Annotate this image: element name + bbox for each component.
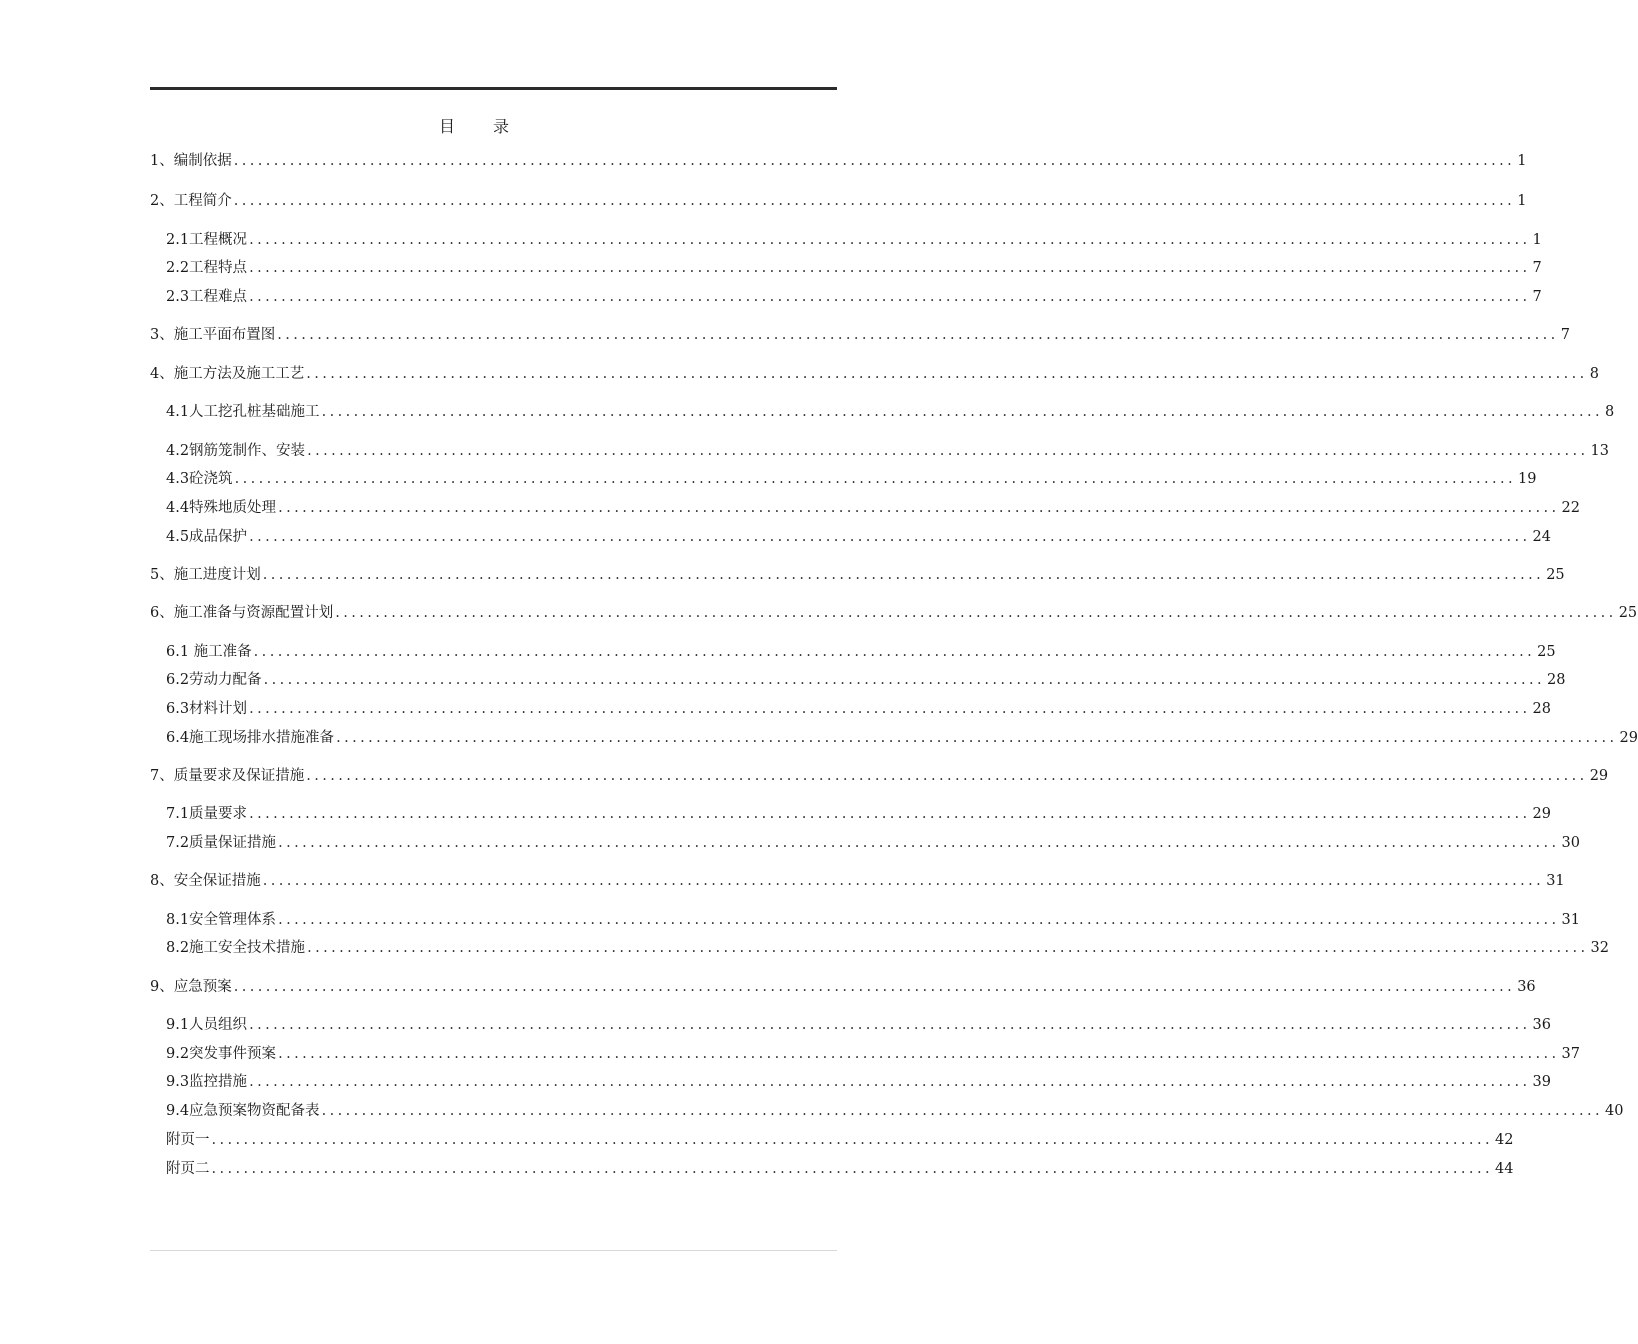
toc-entry[interactable] [166, 937, 1609, 959]
toc-entry-page-number: 7 [1532, 260, 1542, 276]
toc-dot-leader: ................................................................................................................................................................ [336, 730, 1618, 746]
toc-entry[interactable] [166, 1129, 1514, 1151]
toc-entry[interactable] [166, 832, 1580, 854]
toc-entry-page-number: 1 [1517, 153, 1527, 169]
toc-entry[interactable] [166, 229, 1542, 251]
toc-dot-leader: ................................................................................................................................................................ [253, 644, 1536, 660]
toc-entry[interactable] [166, 440, 1609, 462]
toc-entry-page-number: 39 [1532, 1074, 1551, 1090]
toc-entry[interactable] [166, 803, 1551, 825]
header-rule [150, 87, 837, 90]
toc-entry-label: 6.1 施工准备 [166, 644, 252, 660]
toc-dot-leader: ................................................................................................................................................................ [249, 529, 1531, 545]
toc-entry-page-number: 36 [1532, 1017, 1551, 1033]
toc-entry-label: 附页一 [166, 1132, 210, 1148]
toc-entry[interactable] [166, 497, 1580, 519]
toc-entry-label: 7.1质量要求 [166, 806, 248, 822]
toc-entry-page-number: 22 [1561, 500, 1580, 516]
toc-entry-label: 8.1安全管理体系 [166, 912, 277, 928]
toc-entry-page-number: 28 [1547, 672, 1566, 688]
toc-entry-page-number: 25 [1618, 605, 1638, 621]
toc-entry-label: 9.2突发事件预案 [166, 1046, 277, 1062]
toc-dot-leader: ................................................................................................................................................................ [321, 1103, 1604, 1119]
toc-entry-label: 1、编制依据 [150, 153, 232, 169]
toc-entry-label: 6、施工准备与资源配置计划 [150, 605, 334, 621]
toc-entry-label: 4.1人工挖孔桩基础施工 [166, 404, 320, 420]
toc-entry[interactable] [150, 363, 1599, 385]
toc-dot-leader: ................................................................................................................................................................ [233, 153, 1516, 169]
toc-entry-page-number: 30 [1561, 835, 1580, 851]
toc-entry[interactable] [150, 324, 1570, 346]
toc-entry[interactable] [166, 1071, 1551, 1093]
toc-entry[interactable] [166, 286, 1542, 308]
toc-entry-page-number: 25 [1537, 644, 1556, 660]
footer-rule [150, 1250, 837, 1251]
toc-dot-leader: ................................................................................................................................................................ [307, 443, 1589, 459]
toc-dot-leader: ................................................................................................................................................................ [278, 912, 1560, 928]
toc-entry-label: 9.1人员组织 [166, 1017, 248, 1033]
toc-dot-leader: ................................................................................................................................................................ [278, 1046, 1560, 1062]
toc-entry-page-number: 1 [1532, 232, 1542, 248]
toc-dot-leader: ................................................................................................................................................................ [321, 404, 1604, 420]
toc-dot-leader: ................................................................................................................................................................ [278, 835, 1560, 851]
toc-entry-page-number: 25 [1546, 567, 1565, 583]
toc-entry[interactable] [166, 401, 1615, 423]
toc-dot-leader: ................................................................................................................................................................ [249, 1017, 1531, 1033]
toc-entry-page-number: 31 [1546, 873, 1565, 889]
toc-entry-label: 5、施工进度计划 [150, 567, 261, 583]
toc-dot-leader: ................................................................................................................................................................ [278, 500, 1560, 516]
toc-entry-label: 4.3砼浇筑 [166, 471, 233, 487]
toc-entry[interactable] [150, 976, 1536, 998]
toc-entry-label: 9、应急预案 [150, 979, 232, 995]
toc-entry[interactable] [150, 765, 1609, 787]
toc-entry-label: 8.2施工安全技术措施 [166, 940, 306, 956]
toc-entry-label: 8、安全保证措施 [150, 873, 261, 889]
toc-entry-label: 7、质量要求及保证措施 [150, 768, 305, 784]
toc-entry[interactable] [166, 1158, 1514, 1180]
toc-entry-page-number: 37 [1561, 1046, 1580, 1062]
toc-entry-page-number: 36 [1517, 979, 1536, 995]
toc-entry[interactable] [166, 669, 1566, 691]
toc-dot-leader: ................................................................................................................................................................ [233, 979, 1516, 995]
toc-entry[interactable] [166, 1043, 1580, 1065]
toc-dot-leader: ................................................................................................................................................................ [249, 806, 1531, 822]
toc-entry-page-number: 40 [1605, 1103, 1624, 1119]
toc-entry-label: 附页二 [166, 1161, 210, 1177]
toc-entry[interactable] [150, 190, 1527, 212]
toc-entry-label: 6.3材料计划 [166, 701, 248, 717]
toc-entry-label: 2、工程简介 [150, 193, 232, 209]
toc-dot-leader: ................................................................................................................................................................ [249, 1074, 1531, 1090]
toc-dot-leader: ................................................................................................................................................................ [233, 193, 1516, 209]
toc-entry-label: 4.2钢筋笼制作、安装 [166, 443, 306, 459]
toc-entry-page-number: 29 [1619, 730, 1638, 746]
toc-entry[interactable] [150, 602, 1638, 624]
toc-entry-page-number: 8 [1589, 366, 1599, 382]
toc-entry[interactable] [166, 909, 1580, 931]
toc-entry-page-number: 31 [1561, 912, 1580, 928]
toc-dot-leader: ................................................................................................................................................................ [277, 327, 1559, 343]
toc-entry-label: 4.5成品保护 [166, 529, 248, 545]
toc-entry[interactable] [166, 641, 1556, 663]
toc-title-text: 目 录 [438, 117, 511, 136]
toc-entry-label: 6.2劳动力配备 [166, 672, 262, 688]
toc-dot-leader: ................................................................................................................................................................ [262, 567, 1545, 583]
toc-dot-leader: ................................................................................................................................................................ [211, 1161, 1493, 1177]
toc-entry-page-number: 13 [1590, 443, 1609, 459]
toc-entry-label: 4.4特殊地质处理 [166, 500, 277, 516]
toc-entry[interactable] [150, 150, 1527, 172]
toc-entry[interactable] [166, 1014, 1551, 1036]
toc-entry[interactable] [166, 257, 1542, 279]
toc-dot-leader: ................................................................................................................................................................ [335, 605, 1617, 621]
toc-entry-page-number: 1 [1517, 193, 1527, 209]
toc-entry-page-number: 24 [1532, 529, 1551, 545]
toc-dot-leader: ................................................................................................................................................................ [249, 232, 1531, 248]
toc-entry-label: 3、施工平面布置图 [150, 327, 276, 343]
toc-dot-leader: ................................................................................................................................................................ [262, 873, 1545, 889]
toc-entry-label: 6.4施工现场排水措施准备 [166, 730, 335, 746]
toc-entry-page-number: 44 [1494, 1161, 1514, 1177]
toc-dot-leader: ................................................................................................................................................................ [249, 260, 1531, 276]
toc-dot-leader: ................................................................................................................................................................ [249, 701, 1531, 717]
toc-entry-page-number: 29 [1532, 806, 1551, 822]
toc-entry-page-number: 8 [1605, 404, 1615, 420]
toc-entry[interactable] [166, 468, 1537, 490]
toc-entry-label: 9.4应急预案物资配备表 [166, 1103, 320, 1119]
toc-dot-leader: ................................................................................................................................................................ [307, 940, 1589, 956]
toc-dot-leader: ................................................................................................................................................................ [263, 672, 1546, 688]
toc-dot-leader: ................................................................................................................................................................ [211, 1132, 1493, 1148]
toc-entry[interactable] [150, 870, 1565, 892]
toc-entry-page-number: 32 [1590, 940, 1609, 956]
toc-entry[interactable] [166, 698, 1551, 720]
toc-dot-leader: ................................................................................................................................................................ [234, 471, 1517, 487]
toc-entry-label: 7.2质量保证措施 [166, 835, 277, 851]
toc-entry-page-number: 29 [1589, 768, 1609, 784]
toc-entry-page-number: 42 [1494, 1132, 1514, 1148]
toc-entry-label: 2.1工程概况 [166, 232, 248, 248]
toc-entry[interactable] [150, 564, 1565, 586]
toc-entry-label: 9.3监控措施 [166, 1074, 248, 1090]
toc-entry-label: 2.2工程特点 [166, 260, 248, 276]
toc-entry[interactable] [166, 727, 1638, 749]
toc-entry-label: 4、施工方法及施工工艺 [150, 366, 305, 382]
toc-dot-leader: ................................................................................................................................................................ [306, 768, 1588, 784]
toc-dot-leader: ................................................................................................................................................................ [306, 366, 1588, 382]
toc-entry[interactable] [166, 1100, 1624, 1122]
toc-entry-page-number: 7 [1560, 327, 1570, 343]
toc-entry-page-number: 7 [1532, 289, 1542, 305]
toc-entry-page-number: 28 [1532, 701, 1551, 717]
toc-title [0, 114, 950, 137]
toc-entry-label: 2.3工程难点 [166, 289, 248, 305]
toc-entry-page-number: 19 [1518, 471, 1537, 487]
toc-entry[interactable] [166, 526, 1551, 548]
toc-dot-leader: ................................................................................................................................................................ [249, 289, 1531, 305]
